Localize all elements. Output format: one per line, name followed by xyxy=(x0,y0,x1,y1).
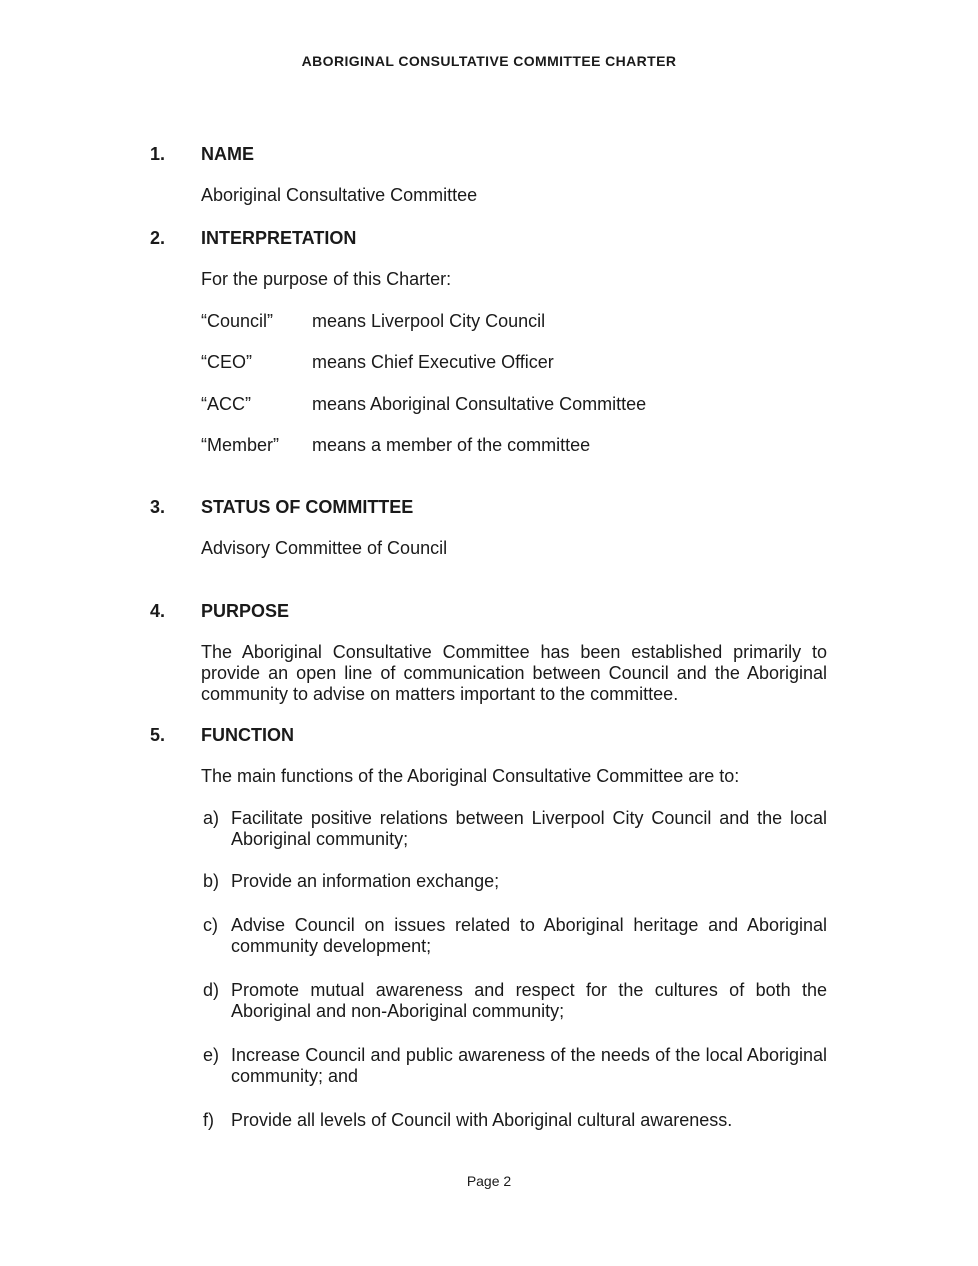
definition-text: means Chief Executive Officer xyxy=(312,352,554,372)
section-title-name: NAME xyxy=(201,144,254,164)
definition-term: “ACC” xyxy=(201,394,251,414)
list-item: Promote mutual awareness and respect for the cultures of both the Aboriginal and non-Aboriginal community; xyxy=(231,980,827,1021)
section-number: 1. xyxy=(150,144,166,164)
list-item: Advise Council on issues related to Aboriginal heritage and Aboriginal community development; xyxy=(231,915,827,956)
list-item: Provide all levels of Council with Aboriginal cultural awareness. xyxy=(231,1110,733,1130)
section-number: 2. xyxy=(150,228,166,248)
definition-text: means Liverpool City Council xyxy=(312,311,546,331)
document-header: ABORIGINAL CONSULTATIVE COMMITTEE CHARTER xyxy=(301,53,677,69)
definition-term: “Member” xyxy=(201,435,280,455)
list-item-marker: d) xyxy=(203,980,220,1000)
list-item-marker: f) xyxy=(203,1110,214,1130)
list-item: Provide an information exchange; xyxy=(231,871,500,891)
section-name-body: Aboriginal Consultative Committee xyxy=(201,185,478,205)
section-status-body: Advisory Committee of Council xyxy=(201,538,448,558)
section-title-interpretation: INTERPRETATION xyxy=(201,228,357,248)
section-title-status: STATUS OF COMMITTEE xyxy=(201,497,414,517)
definition-term: “CEO” xyxy=(201,352,252,372)
section-purpose-body: The Aboriginal Consultative Committee has been established primarily to provide an open line of communication between Council and the Aboriginal community to advise on matters important to the committee. xyxy=(201,642,827,704)
section-number: 4. xyxy=(150,601,166,621)
page-number: Page 2 xyxy=(466,1173,512,1189)
list-item: Facilitate positive relations between Liverpool City Council and the local Aboriginal community; xyxy=(231,808,827,849)
list-item-marker: e) xyxy=(203,1045,220,1065)
list-item-marker: c) xyxy=(203,915,218,935)
section-title-purpose: PURPOSE xyxy=(201,601,290,621)
list-item: Increase Council and public awareness of the needs of the local Aboriginal community; and xyxy=(231,1045,827,1086)
section-title-function: FUNCTION xyxy=(201,725,294,745)
definition-text: means a member of the committee xyxy=(312,435,591,455)
list-item-marker: a) xyxy=(203,808,220,828)
definition-text: means Aboriginal Consultative Committee xyxy=(312,394,647,414)
section-number: 3. xyxy=(150,497,166,517)
interpretation-intro: For the purpose of this Charter: xyxy=(201,269,452,289)
definition-term: “Council” xyxy=(201,311,274,331)
function-intro: The main functions of the Aboriginal Consultative Committee are to: xyxy=(201,766,740,786)
section-number: 5. xyxy=(150,725,166,745)
list-item-marker: b) xyxy=(203,871,220,891)
